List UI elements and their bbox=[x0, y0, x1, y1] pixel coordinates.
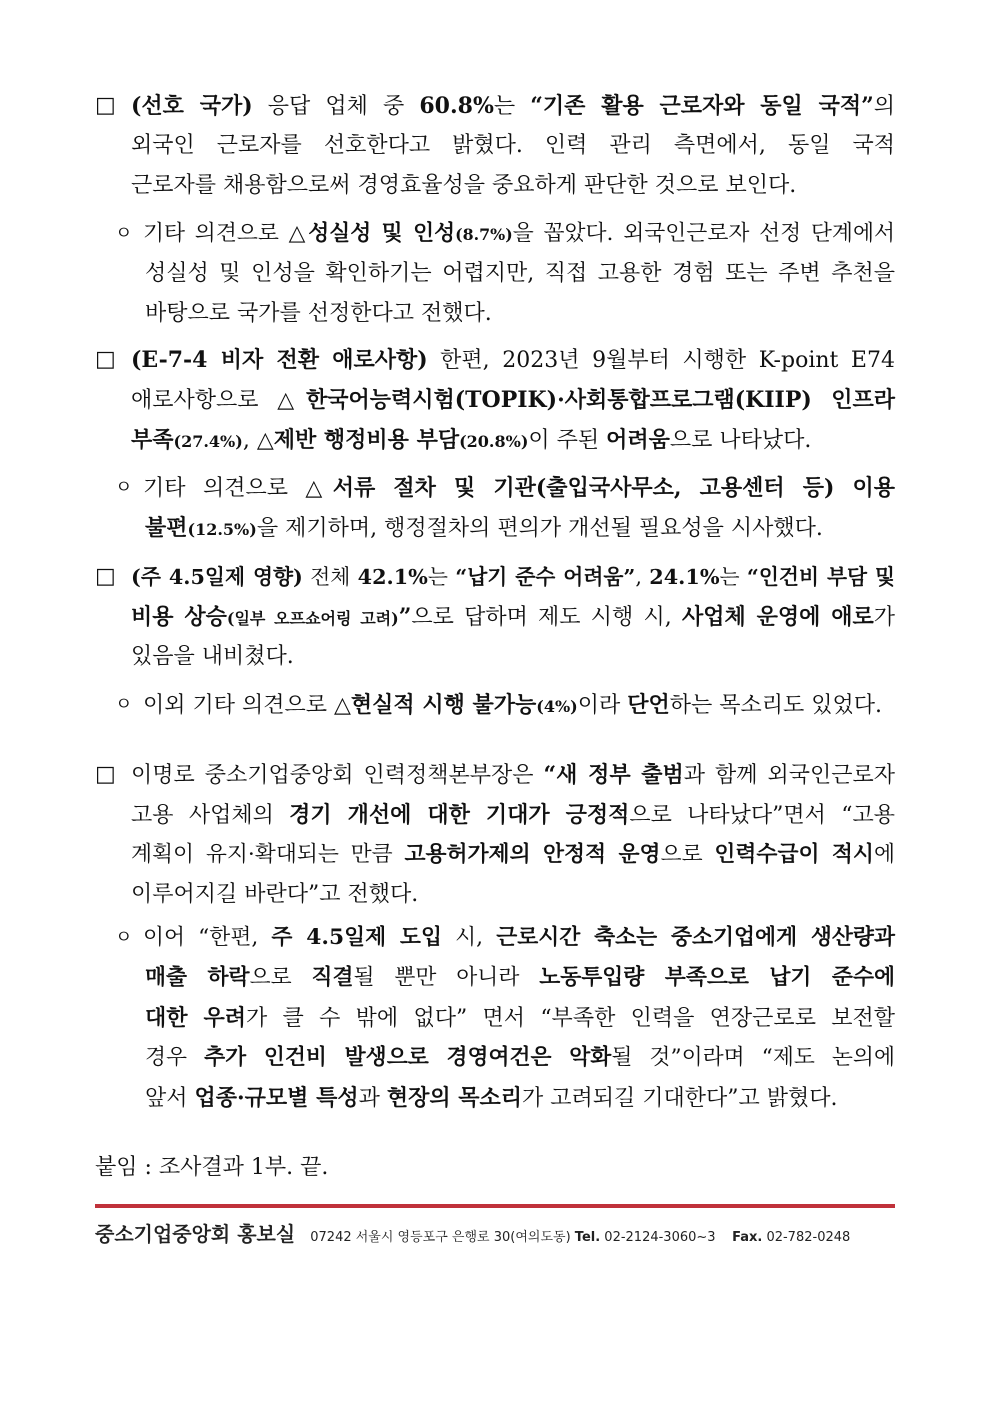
text-line bbox=[95, 508, 895, 548]
bold-text: 인력수급이 적시 bbox=[714, 842, 874, 867]
bold-text: (20.8%) bbox=[459, 432, 529, 451]
text-line bbox=[95, 755, 895, 795]
body-text: 앞서 bbox=[145, 1086, 195, 1111]
bold-text: 단언 bbox=[627, 692, 670, 718]
text-line bbox=[95, 380, 895, 420]
circle-bullet-icon: ㅇ bbox=[115, 477, 133, 498]
body-text: 의 bbox=[873, 94, 895, 119]
bold-text: “인건비 부담 및 bbox=[746, 565, 896, 589]
body-text: 응답 업체 중 bbox=[252, 94, 420, 119]
body-text: 기타 의견으로 bbox=[143, 476, 306, 501]
body-text: 바탕으로 국가를 선정한다고 전했다. bbox=[145, 301, 492, 326]
body-text: 애로사항으로 bbox=[131, 388, 278, 413]
text-line bbox=[95, 597, 895, 637]
body-text: 을 꼽았다. 외국인근로자 선정 단계에서 bbox=[512, 221, 895, 246]
circle-bullet-icon: ㅇ bbox=[115, 927, 133, 948]
footer bbox=[95, 1218, 895, 1247]
text-line bbox=[95, 1078, 895, 1118]
checkbox-bullet-icon: □ bbox=[95, 762, 116, 787]
bold-text: “새 정부 출범 bbox=[543, 762, 684, 788]
bold-text: △서류 절차 및 기관(출입국사무소, 고용센터 등) 이용 bbox=[305, 475, 895, 501]
bold-text: 매출 하락 bbox=[145, 965, 250, 990]
body-text: 이외 기타 의견으로 bbox=[143, 693, 334, 718]
bold-text: 직결 bbox=[311, 965, 354, 990]
bold-text: 업종·규모별 특성 bbox=[194, 1085, 359, 1111]
checkbox-bullet-icon: □ bbox=[95, 347, 116, 372]
footer-fax-label: Fax. bbox=[732, 1230, 763, 1245]
bold-text: 대한 우려 bbox=[145, 1005, 246, 1031]
text-line bbox=[95, 998, 895, 1038]
body-text: 전체 bbox=[302, 565, 358, 589]
text-line bbox=[95, 126, 895, 166]
bold-text: △한국어능력시험(TOPIK)·사회통합프로그램(KIIP) 인프라 bbox=[277, 387, 895, 413]
body-text: , bbox=[635, 565, 650, 589]
text-line bbox=[95, 875, 895, 915]
paragraph-3 bbox=[95, 557, 895, 677]
body-text: 가 고려되길 기대한다”고 밝혔다. bbox=[522, 1086, 838, 1111]
footer-divider bbox=[95, 1204, 895, 1208]
bold-text: “기존 활용 근로자와 동일 국적” bbox=[530, 93, 874, 119]
body-text: 과 bbox=[358, 1086, 387, 1111]
bold-text: 불편 bbox=[145, 515, 188, 541]
text-line bbox=[95, 214, 895, 254]
circle-bullet-icon: ㅇ bbox=[115, 694, 133, 715]
checkbox-bullet-icon: □ bbox=[95, 93, 116, 118]
bold-text: 경기 개선에 대한 기대가 긍정적 bbox=[289, 802, 630, 828]
bold-text: 추가 인건비 발생으로 경영여건은 악화 bbox=[204, 1045, 612, 1070]
body-text: 으로 나타났다”면서 “고용 bbox=[629, 803, 895, 828]
footer-tel-label: Tel. bbox=[574, 1230, 601, 1245]
body-text: 될 것”이라며 “제도 논의에 bbox=[611, 1045, 895, 1070]
footer-fax: 02-782-0248 bbox=[766, 1230, 851, 1245]
sub-paragraph-2 bbox=[95, 468, 895, 548]
footer-org: 중소기업중앙회 홍보실 bbox=[95, 1222, 296, 1246]
bold-text: (27.4%) bbox=[173, 432, 243, 451]
footer-address-text: 07242 서울시 영등포구 은행로 30(여의도동) bbox=[310, 1230, 571, 1245]
bold-text: △현실적 시행 불가능 bbox=[334, 692, 537, 718]
bold-text: 42.1% bbox=[357, 565, 428, 589]
text-line bbox=[95, 685, 895, 725]
body-text: 이어 “한편, bbox=[143, 925, 272, 950]
body-text: 경우 bbox=[145, 1045, 205, 1070]
bold-text: (일부 오프쇼어링 고려) bbox=[226, 609, 399, 628]
bold-text: 근로시간 축소는 중소기업에게 생산량과 bbox=[496, 925, 895, 950]
body-text: 고용 사업체의 bbox=[131, 803, 290, 828]
body-text: 이루어지길 바란다”고 전했다. bbox=[131, 882, 419, 907]
bold-text: 현장의 목소리 bbox=[386, 1085, 523, 1111]
text-line bbox=[95, 835, 895, 875]
body-text: 으로 답하며 제도 시행 시, bbox=[411, 605, 682, 630]
attachment-note: 붙임 : 조사결과 1부. 끝. bbox=[95, 1155, 329, 1180]
bold-text: 고용허가제의 안정적 운영 bbox=[404, 842, 661, 867]
body-text: 에 bbox=[873, 842, 895, 867]
text-line bbox=[95, 637, 895, 677]
body-text: 가 클 수 밖에 없다” 면서 “부족한 인력을 연장근로로 보전할 bbox=[245, 1006, 895, 1031]
body-text: 이라 bbox=[577, 693, 628, 718]
bold-text: 부족 bbox=[131, 427, 174, 453]
body-text: 외국인 근로자를 선호한다고 밝혔다. 인력 관리 측면에서, 동일 국적 bbox=[131, 133, 895, 158]
bold-text: (8.7%) bbox=[455, 225, 513, 244]
body-text: 이 주된 bbox=[528, 428, 607, 453]
sub-paragraph-3 bbox=[95, 685, 895, 725]
bold-text: 비용 상승 bbox=[131, 604, 227, 630]
text-line bbox=[95, 1038, 895, 1078]
body-text: 계획이 유지·확대되는 만큼 bbox=[131, 842, 405, 867]
bold-text: 24.1% bbox=[649, 565, 720, 589]
footer-address bbox=[310, 1230, 850, 1245]
body-text: 한편, 2023년 9월부터 시행한 K-point E74 bbox=[427, 348, 895, 373]
body-text: 으로 bbox=[660, 842, 715, 867]
bold-text: △성실성 및 인성 bbox=[288, 221, 456, 246]
bold-text: 어려움 bbox=[606, 427, 670, 453]
body-text: 가 bbox=[873, 605, 895, 630]
sub-paragraph-4 bbox=[95, 918, 895, 1118]
sub-paragraph-1 bbox=[95, 214, 895, 334]
paragraph-4 bbox=[95, 755, 895, 915]
body-text: 는 bbox=[719, 565, 747, 589]
text-line bbox=[95, 166, 895, 206]
text-line bbox=[95, 340, 895, 380]
text-line bbox=[95, 918, 895, 958]
text-line bbox=[95, 468, 895, 508]
bold-text: 노동투입량 부족으로 납기 준수에 bbox=[539, 965, 895, 990]
text-line bbox=[95, 86, 895, 126]
body-text: 는 bbox=[493, 94, 531, 119]
checkbox-bullet-icon: □ bbox=[95, 564, 116, 589]
bold-text: 사업체 운영에 애로 bbox=[681, 604, 874, 630]
text-line bbox=[95, 420, 895, 460]
paragraph-1 bbox=[95, 86, 895, 206]
body-text: 있음을 내비쳤다. bbox=[131, 644, 294, 669]
bold-text: 주 4.5일제 도입 bbox=[271, 925, 442, 950]
bold-text: (E-7-4 비자 전환 애로사항) bbox=[131, 347, 428, 373]
footer-tel: 02-2124-3060~3 bbox=[604, 1230, 716, 1245]
bold-text: (12.5%) bbox=[187, 520, 257, 539]
body-text: 을 제기하며, 행정절차의 편의가 개선될 필요성을 시사했다. bbox=[256, 516, 823, 541]
bold-text: “납기 준수 어려움” bbox=[455, 565, 636, 589]
text-line bbox=[95, 557, 895, 597]
text-line bbox=[95, 795, 895, 835]
body-text: 이명로 중소기업중앙회 인력정책본부장은 bbox=[131, 763, 544, 788]
body-text: 시, bbox=[441, 925, 497, 950]
text-line bbox=[95, 294, 895, 334]
bold-text: ” bbox=[398, 604, 412, 630]
bold-text: 60.8% bbox=[419, 93, 494, 119]
circle-bullet-icon: ㅇ bbox=[115, 223, 133, 244]
text-line bbox=[95, 958, 895, 998]
bold-text: △제반 행정비용 부담 bbox=[256, 427, 460, 453]
bold-text: (선호 국가) bbox=[131, 93, 253, 119]
paragraph-2 bbox=[95, 340, 895, 460]
bold-text: (주 4.5일제 영향) bbox=[131, 565, 303, 589]
text-line bbox=[95, 254, 895, 294]
body-text: 기타 의견으로 bbox=[143, 221, 289, 246]
body-text: 으로 나타났다. bbox=[669, 428, 812, 453]
body-text: , bbox=[242, 428, 257, 453]
body-text: 성실성 및 인성을 확인하기는 어렵지만, 직접 고용한 경험 또는 주변 추천을 bbox=[145, 261, 895, 286]
body-text: 하는 목소리도 있었다. bbox=[669, 693, 883, 718]
body-text: 는 bbox=[427, 565, 456, 589]
body-text: 될 뿐만 아니라 bbox=[353, 965, 540, 990]
body-text: 근로자를 채용함으로써 경영효율성을 중요하게 판단한 것으로 보인다. bbox=[131, 173, 797, 198]
bold-text: (4%) bbox=[536, 697, 578, 716]
body-text: 으로 bbox=[249, 965, 312, 990]
body-text: 과 함께 외국인근로자 bbox=[683, 763, 895, 788]
